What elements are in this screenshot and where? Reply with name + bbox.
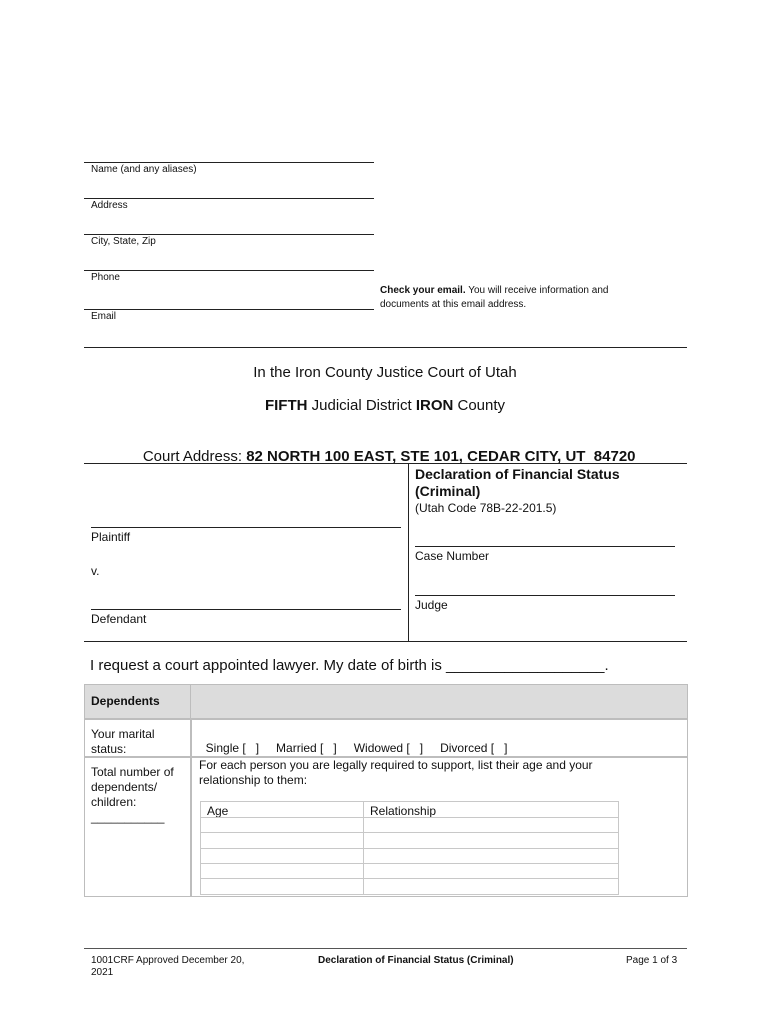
name-label: Name (and any aliases) [91, 164, 197, 175]
defendant-label: Defendant [91, 612, 147, 626]
footer-rule [84, 948, 687, 949]
address-label: Address [91, 200, 128, 211]
caption-bottom-rule [84, 641, 687, 642]
age-row-line-1 [200, 817, 618, 818]
judge-line [415, 595, 675, 596]
county-bold: IRON [415, 397, 454, 414]
dependents-header-blank [190, 684, 688, 720]
city-line [84, 234, 374, 235]
court-line-1: In the Iron County Justice Court of Utah [253, 364, 517, 381]
total-label-3: children: [91, 795, 137, 809]
option-widowed[interactable]: Widowed [ ] [353, 741, 424, 755]
district-text: Judicial District [307, 397, 416, 414]
marital-label-2: status: [91, 742, 127, 756]
address-line [84, 198, 374, 199]
dependents-header: Dependents [91, 694, 160, 708]
caption-divider [408, 463, 409, 641]
marital-options [199, 727, 507, 755]
footer-title: Declaration of Financial Status (Criminal) [318, 955, 514, 966]
form-title-line2: (Criminal) [415, 483, 481, 499]
marital-label [91, 727, 155, 757]
age-row-line-4 [200, 863, 618, 864]
option-divorced[interactable]: Divorced [ ] [440, 741, 508, 755]
email-note-bold: Check your email. [380, 285, 466, 296]
age-row-line-2 [200, 832, 618, 833]
phone-label: Phone [91, 272, 120, 283]
defendant-line [91, 609, 401, 610]
court-address-label: Court Address: [142, 448, 247, 465]
option-single[interactable]: Single [ ] [205, 741, 260, 755]
age-row-line-5 [200, 878, 618, 879]
col-relationship: Relationship [370, 804, 437, 818]
court-address-line [0, 431, 770, 465]
footer-form-id-1: 1001CRF Approved December 20, [91, 955, 245, 966]
email-line [84, 309, 374, 310]
county-text: County [453, 397, 506, 414]
versus: v. [91, 564, 100, 578]
form-title [415, 466, 620, 500]
email-note-line2: documents at this email address. [380, 299, 527, 310]
support-text-2: relationship to them: [199, 773, 308, 787]
case-number-line [415, 546, 675, 547]
total-label-1: Total number of [91, 765, 174, 779]
form-title-line1: Declaration of Financial Status [415, 466, 620, 482]
marital-label-1: Your marital [91, 727, 155, 741]
col-age: Age [207, 804, 229, 818]
court-district-line [0, 397, 770, 414]
footer-page: Page 1 of 3 [626, 955, 678, 966]
email-note [380, 284, 680, 312]
age-row-line-3 [200, 848, 618, 849]
judge-label: Judge [415, 598, 448, 612]
district-bold: FIFTH [264, 397, 308, 414]
support-text-1: For each person you are legally required to support, list their age and your [199, 758, 593, 772]
name-line [84, 162, 374, 163]
footer-form-id-2: 2021 [91, 967, 114, 978]
caption-top-rule [84, 463, 687, 464]
email-note-line1: You will receive information and [465, 285, 609, 296]
case-number-label: Case Number [415, 549, 490, 563]
total-label-2: dependents/ [91, 780, 158, 794]
plaintiff-line [91, 527, 401, 528]
request-line: I request a court appointed lawyer. My date of birth is ___________________. [90, 657, 609, 674]
footer-form-id [91, 955, 244, 979]
court-top-rule [84, 347, 687, 348]
plaintiff-label: Plaintiff [91, 530, 131, 544]
utah-code: (Utah Code 78B-22-201.5) [415, 501, 557, 515]
email-label: Email [91, 311, 117, 322]
city-label: City, State, Zip [91, 236, 156, 247]
phone-line [84, 270, 374, 271]
support-text [199, 758, 593, 788]
option-married[interactable]: Married [ ] [276, 741, 337, 755]
total-blank[interactable]: ___________ [91, 810, 165, 824]
court-address-value: 82 NORTH 100 EAST, STE 101, CEDAR CITY, UT 84720 [246, 448, 636, 465]
total-label [91, 765, 174, 825]
